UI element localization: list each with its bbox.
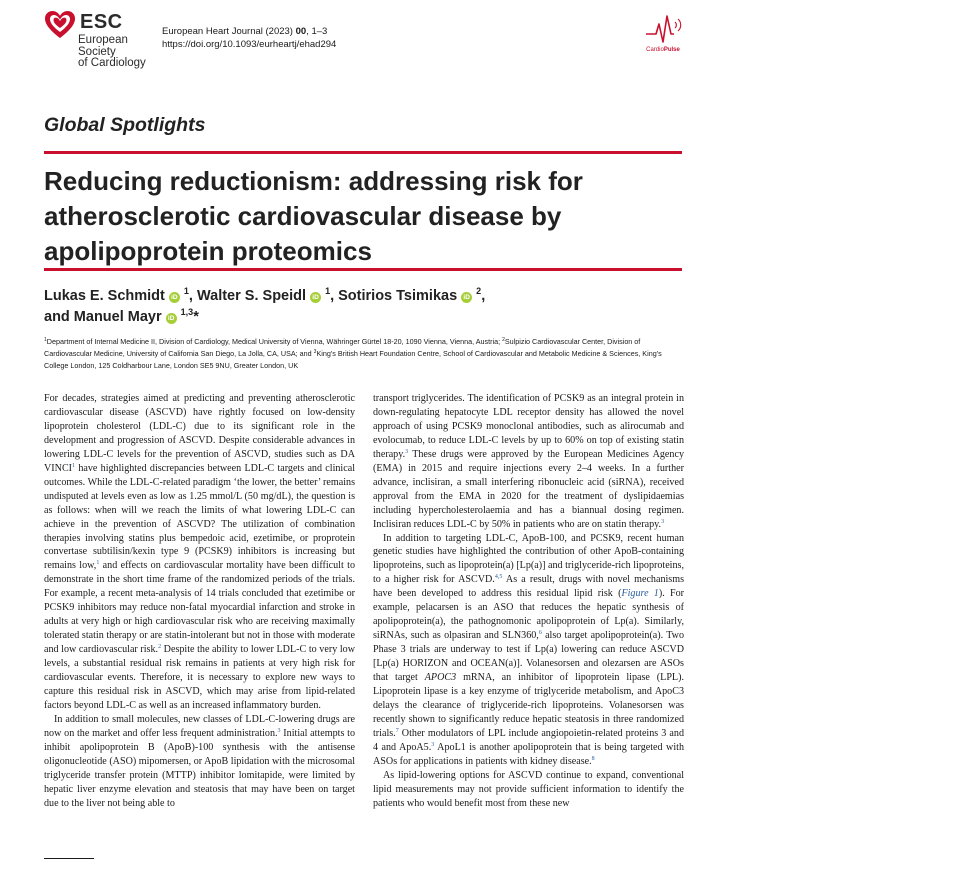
- reference-link[interactable]: 6: [538, 630, 542, 637]
- article-title: Reducing reductionism: addressing risk for atherosclerotic cardiovascular disease by apolipoprotein proteomics: [44, 166, 583, 266]
- orcid-icon[interactable]: iD: [166, 313, 177, 324]
- reference-link[interactable]: 3: [661, 518, 665, 525]
- body-text: Despite the ability to lower LDL-C to very low levels, a substantial residual risk remains in patients at very high risk for cardiovascular events. Therefore, it is necessary to explore new ways to capture this residual risk in ASCVD, which may arise from lipid-related factors beyond LDL-C as well as an increased inflammatory burden.: [44, 644, 355, 711]
- body-text: In addition to targeting LDL-C, ApoB-100, and PCSK9, recent human genetic studies have highlighted the contribution of other ApoB-containing lipoproteins, such as lipoprotein(a) [Lp(a)] and triglyceride-rich lipoproteins, to a higher risk for ASCVD.: [373, 532, 684, 586]
- gene-name: APOC3: [424, 672, 457, 684]
- author-affil-sup: 1: [183, 286, 189, 296]
- cardiopulse-label-part2: Pulse: [663, 47, 680, 53]
- body-paragraph: [373, 392, 684, 532]
- body-text: As a result, drugs with novel mechanisms have been developed to address this residual lipid risk (: [373, 574, 685, 600]
- body-text: These drugs were approved by the European Medicines Agency (EMA) in 2015 and require injections every 2–4 weeks. In a further advance, inclisiran, a small interfering ribonucleic acid (siRNA), received approval from the EMA in 2020 for the treatment of dyslipidaemias including hypercholesterolaemia and has a biannual dosing regimen. Inclisiran reduces LDL-C by 50% in patients who are on statin therapy.: [373, 448, 684, 530]
- author-affil-sup: 2: [476, 286, 482, 296]
- body-text: ). For example, pelacarsen is an ASO that reduces the hepatic synthesis of apolipoprotein(a), the pathognomonic apolipoprotein of Lp(a). Similarly, siRNAs, such as olpasiran and SLN360,: [373, 588, 684, 642]
- body-text: As lipid-lowering options for ASCVD continue to expand, conventional lipid measurements may not provide sufficient information to identify the patients who would benefit most from these new: [373, 769, 684, 809]
- affiliation-3: King’s British Heart Foundation Centre, School of Cardiovascular and Metabolic Medicine & Sciences, King’s College London, 125 Coldharbour Lane, London SE5 9NU, Greater London, UK: [44, 349, 662, 370]
- body-paragraph: [44, 713, 355, 811]
- body-text: mRNA, an inhibitor of lipoprotein lipase (LPL). Lipoprotein lipase is a key enzyme of triglyceride metabolism, and ApoC3 delays the clearance of triglyceride-rich lipoproteins. Volanesorsen was recently shown to significantly reduce hepatic steatosis in three randomized trials.: [373, 672, 684, 739]
- orcid-icon[interactable]: iD: [169, 292, 180, 303]
- figure-link[interactable]: Figure 1: [621, 588, 659, 600]
- reference-link[interactable]: 4,5: [494, 574, 503, 581]
- body-text: have highlighted discrepancies between LDL-C targets and clinical outcomes. While the LDL-C-related paradigm ‘the lower, the better’ remains undisputed at levels even as low as 1.25 mmol/L (50 mg/dL), the question is as follows: when will we reach the limits of what lowering LDL-C can achieve in the prevention of ASCVD? The utilization of combination therapies involving statins plus bempedoic acid, ezetimibe, or proprotein convertase subtilisin/kexin type 9 (PCSK9) inhibitors is increasing but remains low,: [44, 462, 355, 572]
- affil-sup: 1: [44, 337, 47, 343]
- orcid-icon[interactable]: iD: [310, 292, 321, 303]
- title-top-rule: [44, 151, 682, 154]
- reference-link[interactable]: 8: [591, 755, 595, 762]
- corresponding-author-mark: *: [193, 309, 199, 325]
- section-label: Global Spotlights: [44, 114, 206, 136]
- body-text: and effects on cardiovascular mortality have been difficult to demonstrate in the short time frame of the randomized periods of the trials. For example, a recent meta-analysis of 14 trials concluded that ezetimibe or PCSK9 inhibitors may reduce non-fatal myocardial infarction and stroke in adults at very high or high cardiovascular risk who are receiving maximally tolerated statin therapy or are statin-intolerant but not in those with moderate and low cardiovascular risk.: [44, 560, 355, 656]
- society-name: [78, 35, 168, 70]
- affiliation-2: Sulpizio Cardiovascular Center, Division of Cardiovascular Medicine, University of California San Diego, La Jolla, CA, USA; and: [44, 337, 641, 358]
- footnote-rule: [44, 858, 94, 859]
- affil-sup: 3: [313, 349, 317, 355]
- reference-link[interactable]: 3: [277, 727, 281, 734]
- cardiopulse-label-part1: Cardio: [646, 47, 664, 53]
- author-name[interactable]: Walter S. Speidl: [196, 288, 307, 304]
- body-text: transport triglycerides. The identification of PCSK9 as an integral protein in down-regulating hepatocyte LDL receptor density has allowed the novel approach of using PCSK9 monoclonal antibodies, such as alirocumab and evolocumab, to reduce LDL-C levels by up to 60% on top of existing statin therapy.: [373, 393, 684, 460]
- author-name[interactable]: and Manuel Mayr: [44, 309, 162, 325]
- reference-link[interactable]: 1: [96, 560, 100, 567]
- reference-link[interactable]: 1: [72, 462, 76, 469]
- author-name[interactable]: Sotirios Tsimikas: [338, 288, 458, 304]
- body-column-left: [44, 392, 355, 811]
- body-column-right: [373, 392, 684, 811]
- reference-link[interactable]: 7: [395, 727, 399, 734]
- esc-heart-logo-icon: [44, 10, 76, 40]
- reference-link[interactable]: 3: [405, 448, 409, 455]
- body-text: For decades, strategies aimed at predicting and preventing atherosclerotic cardiovascular disease (ASCVD) have rightly focused on low-density lipoprotein cholesterol (LDL-C) due to its significant role in the development and progression of ASCVD. Despite considerable advances in lowering LDL-C levels for the prevention of ASCVD, studies such as DA VINCI: [44, 393, 355, 474]
- affil-sup: 2: [502, 337, 505, 343]
- affiliations: [44, 336, 682, 372]
- journal-name: European Heart Journal (2023): [162, 26, 296, 37]
- body-paragraph: [373, 532, 684, 769]
- author-separator: ,: [330, 288, 339, 304]
- journal-volume: 00: [295, 26, 307, 37]
- body-text: ApoL1 is another apolipoprotein that is being targeted with ASOs for applications in patients with kidney disease.: [373, 741, 684, 767]
- journal-header: [44, 10, 684, 69]
- author-list: [44, 286, 664, 328]
- cardiopulse-logo: [640, 10, 686, 58]
- body-paragraph: [373, 769, 684, 811]
- author-separator: ,: [481, 288, 486, 304]
- society-name-line2: of Cardiology: [78, 57, 146, 69]
- author-affil-sup: 1,3: [180, 307, 194, 317]
- doi-link[interactable]: https://doi.org/10.1093/eurheartj/ehad294: [162, 38, 337, 50]
- title-bottom-rule: [44, 268, 682, 271]
- reference-link[interactable]: 3: [431, 741, 435, 748]
- body-text: In addition to small molecules, new classes of LDL-C-lowering drugs are now on the market and offer less frequent administration.: [44, 713, 355, 739]
- body-paragraph: [44, 392, 355, 713]
- author-affil-sup: 1: [325, 286, 331, 296]
- cardiopulse-label: [640, 47, 686, 53]
- body-text: Other modulators of LPL include angiopoietin-related proteins 3 and 4 and ApoA5.: [373, 727, 684, 753]
- reference-link[interactable]: 2: [158, 644, 162, 651]
- affiliation-1: Department of Internal Medicine II, Division of Cardiology, Medical University of Vienna, Währinger Gürtel 18-20, 1090 Vienna, Vienna, Austria;: [46, 337, 503, 346]
- esc-wordmark: ESC: [80, 11, 123, 33]
- body-text: Initial attempts to inhibit apolipoprotein B (ApoB)-100 synthesis with the antisense oligonucleotide (ASO) mipomersen, or ApoB lipidation with the microsomal triglyceride transfer protein (MTTP) inhibitor lomitapide, were limited by hepatic liver enzyme elevation and steatosis that may have been on target due to the liver not being able to: [44, 727, 355, 809]
- author-separator: ,: [188, 288, 197, 304]
- heartbeat-signal-icon: [640, 10, 686, 46]
- journal-pages: , 1–3: [306, 26, 328, 37]
- author-name[interactable]: Lukas E. Schmidt: [44, 288, 165, 304]
- body-text: also target apolipoprotein(a). Two Phase 3 trials are underway to test if Lp(a) lowering can reduce ASCVD [Lp(a) HORIZON and OCEAN(a)]. Volanesorsen and olezarsen are ASOs that target: [373, 630, 685, 684]
- orcid-icon[interactable]: iD: [461, 292, 472, 303]
- journal-citation: [162, 26, 336, 51]
- society-name-line1: European Society: [78, 34, 128, 58]
